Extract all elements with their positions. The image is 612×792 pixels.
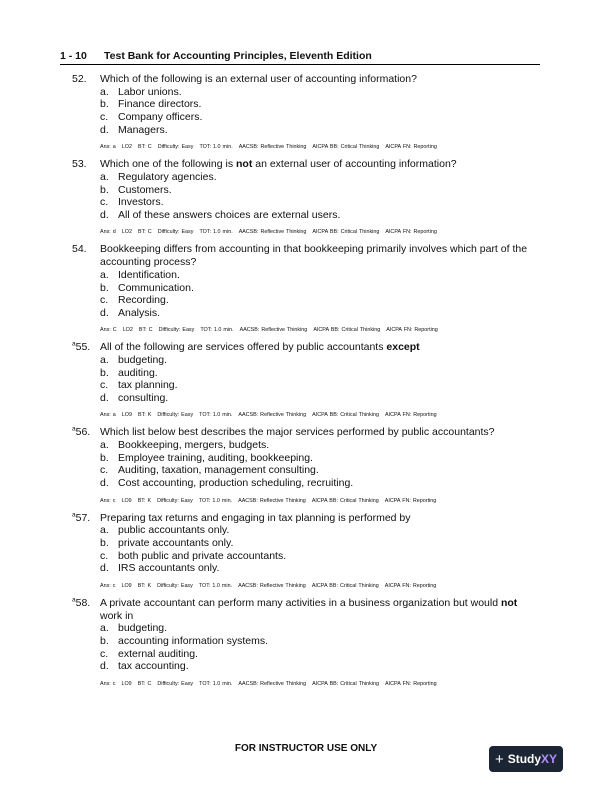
- option-letter: d.: [100, 306, 109, 319]
- option-letter: c.: [100, 110, 109, 123]
- meta-tag: TOT: 1.0 min.: [198, 497, 233, 504]
- meta-tag: AICPA FN: Reporting: [385, 229, 437, 236]
- answer-option: [100, 209, 540, 222]
- answer-option: [100, 307, 540, 320]
- meta-tag: BT: K: [138, 412, 152, 419]
- meta-tag: Difficulty: Easy: [157, 582, 193, 589]
- meta-tag: AICPA BB: Critical Thinking: [312, 412, 380, 419]
- meta-tag: Difficulty: Easy: [158, 327, 195, 334]
- option-letter: a.: [100, 439, 109, 452]
- studyxy-logo[interactable]: [489, 746, 563, 772]
- meta-tag: AICPA BB: Critical Thinking: [312, 680, 380, 687]
- option-letter: a.: [100, 622, 109, 635]
- option-text: accounting information systems.: [118, 635, 268, 648]
- option-letter: d.: [100, 123, 109, 136]
- answer-option: [100, 367, 540, 380]
- question-number: $^a$56.: [72, 425, 91, 439]
- answer-options: [100, 622, 540, 672]
- option-text: both public and private accountants.: [118, 549, 287, 562]
- question-stem: All of the following are services offered by public accountants except: [100, 341, 420, 354]
- option-text: Recording.: [118, 294, 169, 307]
- question-item: [60, 597, 540, 688]
- answer-option: [100, 196, 540, 209]
- meta-tag: Ans: c: [100, 497, 116, 504]
- answer-options: [100, 354, 540, 404]
- answer-options: [100, 269, 540, 319]
- option-text: public accountants only.: [118, 524, 230, 537]
- meta-tag: AICPA BB: Critical Thinking: [311, 497, 379, 504]
- question-stem: Which list below best describes the major services performed by public accountants?: [100, 426, 495, 439]
- question-stem: A private accountant can perform many activities in a business organization but would not work in: [100, 596, 518, 622]
- option-letter: b.: [100, 451, 109, 464]
- appendix-marker: a: [72, 511, 76, 519]
- answer-option: [100, 537, 540, 550]
- meta-tag: AICPA BB: Critical Thinking: [313, 327, 381, 334]
- answer-option: [100, 86, 540, 99]
- option-text: Investors.: [118, 196, 164, 209]
- question-stem: Preparing tax returns and engaging in tax planning is performed by: [100, 511, 411, 524]
- question-number: 53.: [72, 158, 87, 171]
- meta-tag: Ans: a: [100, 144, 116, 151]
- meta-tag: AICPA BB: Critical Thinking: [312, 229, 380, 236]
- option-text: tax planning.: [118, 379, 178, 392]
- meta-tag: TOT: 1.0 min.: [199, 144, 233, 151]
- answer-option: [100, 635, 540, 648]
- option-letter: a.: [100, 268, 109, 281]
- answer-metadata: [100, 498, 540, 505]
- option-letter: a.: [100, 354, 109, 367]
- meta-tag: TOT: 1.0 min.: [199, 229, 233, 236]
- logo-suffix: XY: [541, 752, 558, 766]
- answer-option: [100, 477, 540, 490]
- answer-option: [100, 379, 540, 392]
- option-letter: a.: [100, 85, 109, 98]
- meta-tag: Difficulty: Easy: [157, 144, 194, 151]
- option-text: Bookkeeping, mergers, budgets.: [118, 439, 270, 452]
- answer-option: [100, 392, 540, 405]
- meta-tag: TOT: 1.0 min.: [200, 327, 234, 334]
- meta-tag: Ans: d: [100, 229, 116, 236]
- meta-tag: Ans: c: [100, 582, 116, 589]
- question-stem: Which one of the following is not an external user of accounting information?: [100, 158, 457, 171]
- question-stem: Which of the following is an external user of accounting information?: [100, 73, 417, 85]
- option-letter: a.: [100, 524, 109, 537]
- answer-option: [100, 171, 540, 184]
- meta-tag: BT: K: [137, 582, 152, 589]
- option-text: Labor unions.: [118, 85, 182, 98]
- option-text: budgeting.: [118, 354, 168, 367]
- meta-tag: BT: C: [137, 680, 152, 687]
- plus-icon: +: [494, 750, 504, 768]
- answer-options: [100, 524, 540, 574]
- question-item: [60, 158, 540, 236]
- meta-tag: BT: C: [138, 229, 152, 236]
- page-number: 1 - 10: [60, 50, 87, 62]
- meta-tag: AICPA FN: Reporting: [385, 680, 437, 687]
- meta-tag: AICPA FN: Reporting: [386, 327, 438, 334]
- meta-tag: AICPA FN: Reporting: [384, 582, 437, 589]
- option-text: Communication.: [118, 281, 194, 294]
- meta-tag: BT: C: [138, 144, 152, 151]
- meta-tag: LO9: [121, 582, 132, 589]
- answer-option: [100, 622, 540, 635]
- option-text: Employee training, auditing, bookkeeping.: [118, 451, 313, 464]
- question-item: [60, 426, 540, 504]
- answer-option: [100, 524, 540, 537]
- footer-notice: FOR INSTRUCTOR USE ONLY: [234, 743, 378, 754]
- answer-option: [100, 562, 540, 575]
- answer-metadata: [100, 681, 540, 688]
- question-number: 54.: [72, 243, 87, 256]
- question-list: [60, 73, 540, 695]
- option-letter: b.: [100, 281, 109, 294]
- meta-tag: AICPA FN: Reporting: [384, 497, 437, 504]
- option-text: Cost accounting, production scheduling, recruiting.: [118, 477, 354, 490]
- meta-tag: LO9: [121, 680, 132, 687]
- question-item: [60, 341, 540, 419]
- meta-tag: AACSB: Reflective Thinking: [238, 497, 306, 504]
- answer-option: [100, 184, 540, 197]
- meta-tag: AACSB: Reflective Thinking: [238, 229, 307, 236]
- appendix-marker: a: [72, 425, 76, 433]
- option-text: auditing.: [118, 366, 158, 379]
- appendix-marker: a: [72, 340, 76, 348]
- option-letter: b.: [100, 183, 109, 196]
- option-letter: d.: [100, 208, 109, 221]
- emphasis: except: [386, 341, 420, 354]
- option-letter: c.: [100, 379, 109, 392]
- option-text: private accountants only.: [118, 537, 234, 550]
- emphasis: not: [500, 596, 518, 609]
- meta-tag: LO9: [121, 412, 132, 419]
- question-number: $^a$55.: [72, 340, 91, 354]
- page-header: [60, 49, 540, 65]
- option-letter: c.: [100, 464, 109, 477]
- meta-tag: AICPA BB: Critical Thinking: [312, 144, 380, 151]
- logo-name: Study: [507, 752, 542, 766]
- option-text: All of these answers choices are external users.: [118, 208, 341, 221]
- answer-options: [100, 86, 540, 136]
- option-letter: c.: [100, 647, 109, 660]
- question-number: $^a$58.: [72, 596, 91, 609]
- answer-metadata: [100, 144, 540, 151]
- answer-option: [100, 439, 540, 452]
- option-letter: a.: [100, 170, 109, 183]
- option-text: Company officers.: [118, 110, 203, 123]
- option-text: tax accounting.: [118, 660, 189, 673]
- option-text: Customers.: [118, 183, 172, 196]
- option-text: Auditing, taxation, management consulting.: [118, 464, 319, 477]
- option-letter: c.: [100, 196, 109, 209]
- meta-tag: AICPA FN: Reporting: [385, 412, 437, 419]
- option-text: Analysis.: [118, 306, 161, 319]
- meta-tag: TOT: 1.0 min.: [199, 680, 233, 687]
- meta-tag: BT: K: [137, 497, 152, 504]
- meta-tag: Ans: c: [100, 680, 116, 687]
- book-title: Test Bank for Accounting Principles, Eleventh Edition: [104, 50, 372, 62]
- answer-option: [100, 269, 540, 282]
- option-text: Finance directors.: [118, 98, 202, 111]
- question-stem: Bookkeeping differs from accounting in that bookkeeping primarily involves which part of the accounting process?: [100, 243, 528, 269]
- meta-tag: AICPA FN: Reporting: [385, 144, 437, 151]
- meta-tag: Difficulty: Easy: [157, 680, 194, 687]
- answer-option: [100, 550, 540, 563]
- answer-metadata: [100, 327, 540, 334]
- question-number: $^a$57.: [72, 511, 91, 524]
- answer-options: [100, 171, 540, 221]
- answer-metadata: [100, 583, 540, 590]
- option-letter: d.: [100, 391, 109, 404]
- option-text: Managers.: [118, 123, 168, 136]
- option-letter: b.: [100, 98, 109, 111]
- option-text: budgeting.: [118, 622, 168, 635]
- option-text: IRS accountants only.: [118, 562, 220, 575]
- option-letter: b.: [100, 537, 109, 550]
- option-letter: d.: [100, 660, 109, 673]
- question-number: 52.: [72, 73, 87, 85]
- meta-tag: TOT: 1.0 min.: [198, 582, 233, 589]
- meta-tag: Ans: a: [100, 412, 116, 419]
- answer-option: [100, 111, 540, 124]
- meta-tag: AACSB: Reflective Thinking: [238, 582, 306, 589]
- answer-option: [100, 648, 540, 661]
- meta-tag: AACSB: Reflective Thinking: [238, 412, 307, 419]
- answer-option: [100, 660, 540, 673]
- option-text: Identification.: [118, 268, 180, 281]
- meta-tag: BT: C: [138, 327, 153, 334]
- answer-metadata: [100, 412, 540, 419]
- answer-option: [100, 464, 540, 477]
- meta-tag: LO9: [121, 497, 132, 504]
- meta-tag: AICPA BB: Critical Thinking: [311, 582, 379, 589]
- question-item: [60, 512, 540, 590]
- option-text: Regulatory agencies.: [118, 170, 217, 183]
- meta-tag: Difficulty: Easy: [157, 497, 193, 504]
- question-item: [60, 73, 540, 151]
- answer-metadata: [100, 229, 540, 236]
- question-item: [60, 243, 540, 334]
- option-text: consulting.: [118, 391, 169, 404]
- meta-tag: AACSB: Reflective Thinking: [239, 327, 308, 334]
- meta-tag: AACSB: Reflective Thinking: [238, 144, 307, 151]
- option-letter: b.: [100, 635, 109, 648]
- meta-tag: AACSB: Reflective Thinking: [238, 680, 307, 687]
- answer-option: [100, 354, 540, 367]
- meta-tag: Ans: C: [100, 327, 117, 334]
- emphasis: not: [236, 158, 253, 171]
- meta-tag: LO2: [122, 327, 133, 334]
- answer-option: [100, 124, 540, 137]
- option-letter: c.: [100, 294, 109, 307]
- meta-tag: Difficulty: Easy: [157, 412, 194, 419]
- option-letter: d.: [100, 562, 109, 575]
- meta-tag: LO2: [121, 229, 132, 236]
- appendix-marker: a: [72, 596, 76, 604]
- answer-option: [100, 452, 540, 465]
- answer-option: [100, 294, 540, 307]
- option-letter: c.: [100, 549, 109, 562]
- meta-tag: LO2: [121, 144, 132, 151]
- answer-options: [100, 439, 540, 489]
- option-text: external auditing.: [118, 647, 198, 660]
- option-letter: d.: [100, 477, 109, 490]
- meta-tag: Difficulty: Easy: [157, 229, 194, 236]
- meta-tag: TOT: 1.0 min.: [199, 412, 233, 419]
- answer-option: [100, 282, 540, 295]
- option-letter: b.: [100, 366, 109, 379]
- answer-option: [100, 98, 540, 111]
